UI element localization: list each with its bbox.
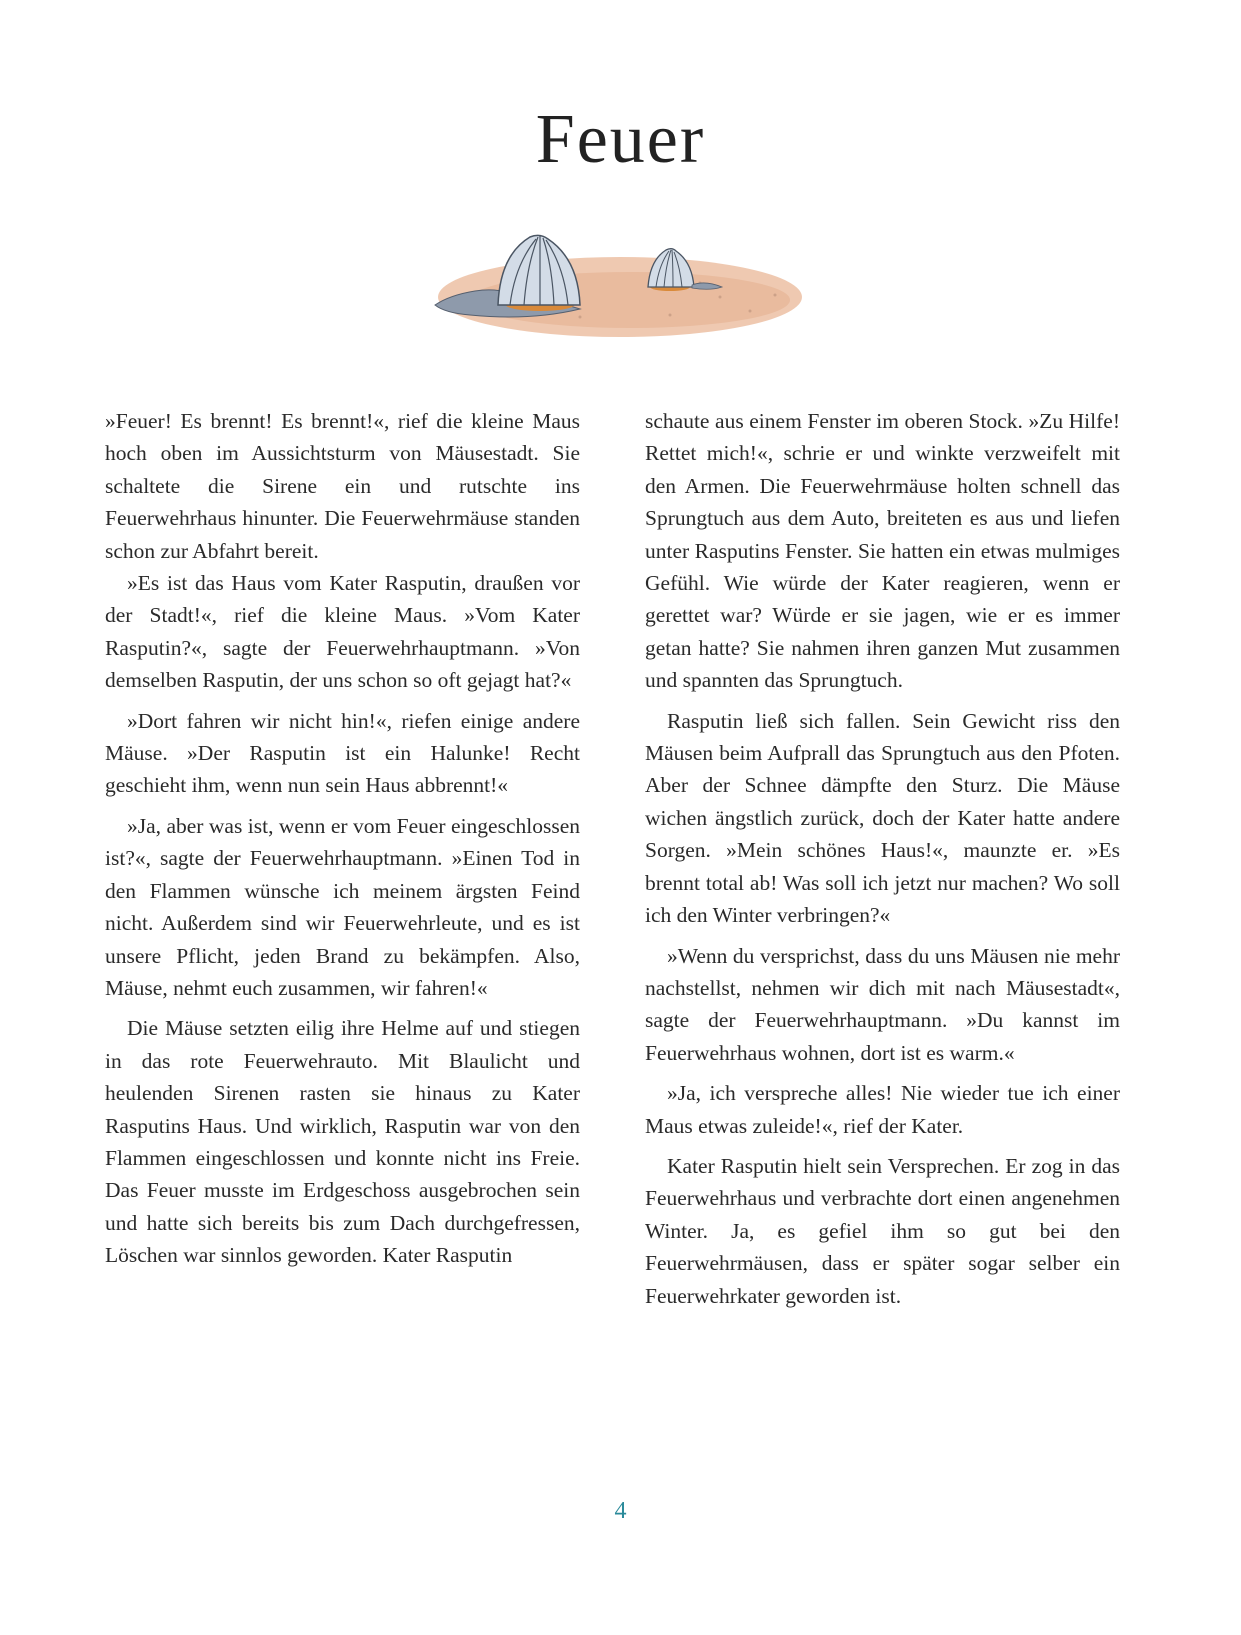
paragraph: schaute aus einem Fenster im oberen Stock. »Zu Hilfe! Rettet mich!«, schrie er und winkte verzweifelt mit den Armen. Die Feuerwehrmäuse holten schnell das Sprungtuch aus dem Auto, breiteten es aus und liefen unter Rasputins Fenster. Sie hatten ein etwas mulmiges Gefühl. Wie würde der Kater reagieren, wenn er gerettet war? Würde er sie jagen, wie er es immer getan hatte? Sie nahmen ihren ganzen Mut zusammen und spannten das Sprungtuch.	[645, 409, 1120, 693]
paragraph: »Ja, aber was ist, wenn er vom Feuer eingeschlossen ist?«, sagte der Feuerwehrhauptmann. »Einen Tod in den Flammen wünsche ich meinem ärgsten Feind nicht. Außerdem sind wir Feuerwehrleute, und es ist unsere Pflicht, jeden Brand zu bekämpfen. Also, Mäuse, nehmt euch zusammen, wir fahren!«	[105, 813, 580, 1000]
page-number: 4	[614, 1498, 627, 1524]
shell-illustration	[430, 225, 810, 355]
paragraph: »Ja, ich verspreche alles! Nie wieder tue ich einer Maus etwas zuleide!«, rief der Kater.	[645, 1081, 1120, 1138]
paragraph: »Dort fahren wir nicht hin!«, riefen einige andere Mäuse. »Der Rasputin ist ein Halunke! Recht geschieht ihm, wenn nun sein Haus abbrennt!«	[105, 708, 580, 798]
text-column-right	[645, 405, 1120, 1312]
page-title: Feuer	[535, 101, 706, 178]
paragraph: »Feuer! Es brennt! Es brennt!«, rief die kleine Maus hoch oben im Aussichtsturm von Mäusestadt. Sie schaltete die Sirene ein und rutschte ins Feuerwehrhaus hinunter. Die Feuerwehrmäuse standen schon zur Abfahrt bereit.	[105, 409, 580, 563]
paragraph: Die Mäuse setzten eilig ihre Helme auf und stiegen in das rote Feuerwehrauto. Mit Blaulicht und heulenden Sirenen rasten sie hinaus zu Kater Rasputins Haus. Und wirklich, Rasputin war von den Flammen eingeschlossen und konnte nicht ins Freie. Das Feuer musste im Erdgeschoss ausgebrochen sein und hatte sich bereits bis zum Dach durchgefressen, Löschen war sinnlos geworden. Kater Rasputin	[105, 1016, 580, 1268]
paragraph: Rasputin ließ sich fallen. Sein Gewicht riss den Mäusen beim Aufprall das Sprungtuch aus den Pfoten. Aber der Schnee dämpfte den Sturz. Die Mäuse wichen ängstlich zurück, doch der Kater hatte andere Sorgen. »Mein schönes Haus!«, maunzte er. »Es brennt total ab! Was soll ich jetzt nur machen? Wo soll ich den Winter verbringen?«	[645, 708, 1120, 928]
large-shell-helmet	[498, 235, 580, 311]
paragraph: »Wenn du versprichst, dass du uns Mäusen nie mehr nachstellst, nehmen wir dich mit nach Mäusestadt«, sagte der Feuerwehrhauptmann. »Du kannst im Feuerwehrhaus wohnen, dort ist es warm.«	[645, 943, 1120, 1065]
paragraph: Kater Rasputin hielt sein Versprechen. Er zog in das Feuerwehrhaus und verbrachte dort einen angenehmen Winter. Ja, es gefiel ihm so gut bei den Feuerwehrmäusen, dass er später sogar selber ein Feuerwehrkater geworden ist.	[645, 1153, 1120, 1308]
text-column-left	[105, 405, 580, 1272]
paragraph: »Es ist das Haus vom Kater Rasputin, draußen vor der Stadt!«, rief die kleine Maus. »Vom Kater Rasputin?«, sagte der Feuerwehrhauptmann. »Von demselben Rasputin, der uns schon so oft gejagt hat?«	[105, 571, 580, 693]
